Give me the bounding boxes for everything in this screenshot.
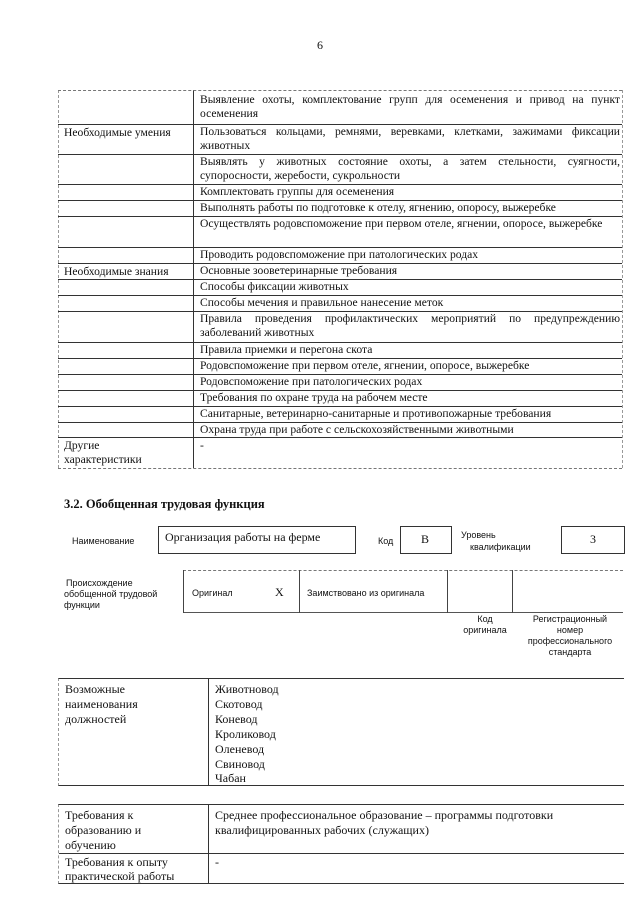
origin-cell-divider	[512, 570, 513, 613]
skill-item: Выполнять работы по подготовке к отелу, ягнению, опоросу, выжеребке	[200, 201, 556, 214]
knowledge-item: Способы мечения и правильное нанесение меток	[200, 296, 444, 309]
level-box	[561, 526, 625, 554]
original-mark: X	[275, 585, 284, 599]
other-characteristics-value: -	[200, 439, 204, 452]
knowledge-item: Родовспоможение при первом отеле, ягнении, опоросе, выжеребке	[200, 359, 530, 372]
knowledge-item: Способы фиксации животных	[200, 280, 349, 293]
position-item: Кроликовод	[215, 727, 276, 741]
original-label: Оригинал	[192, 588, 233, 598]
borrowed-label: Заимствовано из оригинала	[307, 588, 425, 598]
origin-cell-divider	[447, 570, 448, 613]
reg-number-line-1: Регистрационный	[532, 614, 608, 624]
table-row	[59, 853, 624, 854]
knowledge-label: Необходимые знания	[64, 265, 169, 278]
other-characteristics-label: Другие характеристики	[64, 439, 142, 466]
skill-item: Проводить родовспоможение при патологических родах	[200, 248, 479, 261]
knowledge-item: Основные зооветеринарные требования	[200, 264, 398, 277]
knowledge-item: Родовспоможение при патологических родах	[200, 375, 423, 388]
table-bottom-border	[58, 468, 622, 469]
positions-label-line-1: Возможные	[65, 682, 125, 696]
code-original-line-2: оригинала	[463, 625, 507, 635]
skill-item: Осуществлять родовспоможение при первом отеле, ягнении, опоросе, выжеребке	[200, 217, 603, 230]
level-label-line-2: квалификации	[470, 542, 531, 552]
name-label: Наименование	[72, 536, 135, 546]
reg-number-line-2: номер	[556, 625, 584, 635]
name-box	[158, 526, 356, 554]
origin-top-border	[183, 570, 623, 571]
code-label: Код	[378, 536, 394, 546]
page-number: 6	[317, 38, 323, 52]
education-label-line-1: Требования к	[65, 808, 134, 822]
knowledge-item: Правила проведения профилактических мероприятий по предупреждению заболеваний животных	[200, 312, 620, 339]
skill-item: Выявлять у животных состояние охоты, а затем стельности, суягности, супоросности, жеребости, сукрольности	[200, 155, 620, 182]
cell-text: Выявление охоты, комплектование групп для осеменения и привод на пункт осеменения	[200, 93, 620, 120]
requirements-table	[58, 804, 624, 884]
education-label-line-3: обучению	[65, 838, 116, 852]
education-value: Среднее профессиональное образование – программы подготовки квалифицированных рабочих (служащих)	[215, 808, 554, 837]
level-label-line-1: Уровень	[461, 530, 496, 540]
position-item: Чабан	[215, 771, 246, 785]
skill-item: Комплектовать группы для осеменения	[200, 185, 395, 198]
table-row	[58, 90, 622, 91]
positions-label-line-2: наименования	[65, 697, 138, 711]
knowledge-item: Санитарные, ветеринарно-санитарные и противопожарные требования	[200, 407, 552, 420]
positions-table	[58, 678, 624, 786]
positions-label-line-3: должностей	[65, 712, 127, 726]
experience-label-line-1: Требования к опыту	[65, 855, 168, 869]
position-item: Свиновод	[215, 757, 265, 771]
level-value: 3	[590, 532, 596, 546]
position-item: Коневод	[215, 712, 258, 726]
origin-label-line-3: функции	[64, 600, 100, 610]
skills-label: Необходимые умения	[64, 126, 171, 139]
education-label-line-2: образованию и	[65, 823, 142, 837]
knowledge-item: Правила приемки и перегона скота	[200, 343, 373, 356]
position-item: Оленевод	[215, 742, 265, 756]
origin-cell-divider	[299, 570, 300, 613]
reg-number-line-4: стандарта	[548, 647, 592, 657]
position-item: Животновод	[215, 682, 279, 696]
experience-label-line-2: практической работы	[65, 869, 175, 883]
origin-label-line-2: обобщенной трудовой	[64, 589, 158, 599]
experience-value: -	[215, 855, 219, 869]
code-value: B	[421, 532, 430, 546]
code-box	[400, 526, 452, 554]
table-column-divider	[208, 679, 209, 785]
table-right-border	[622, 90, 623, 468]
knowledge-item: Требования по охране труда на рабочем месте	[200, 391, 428, 404]
origin-label-line-1: Происхождение	[66, 578, 133, 588]
section-title: 3.2. Обобщенная трудовая функция	[64, 497, 265, 511]
table-row	[58, 437, 622, 438]
reg-number-line-3: профессионального	[527, 636, 613, 646]
skill-item: Пользоваться кольцами, ремнями, веревками, клетками, зажимами фиксации животных	[200, 125, 620, 152]
code-original-line-1: Код	[477, 614, 493, 624]
knowledge-item: Охрана труда при работе с сельскохозяйственными животными	[200, 423, 514, 436]
origin-cell-divider	[183, 570, 184, 613]
table-column-divider	[208, 805, 209, 883]
position-item: Скотовод	[215, 697, 263, 711]
name-value: Организация работы на ферме	[165, 530, 321, 544]
origin-bottom-border	[183, 612, 623, 613]
